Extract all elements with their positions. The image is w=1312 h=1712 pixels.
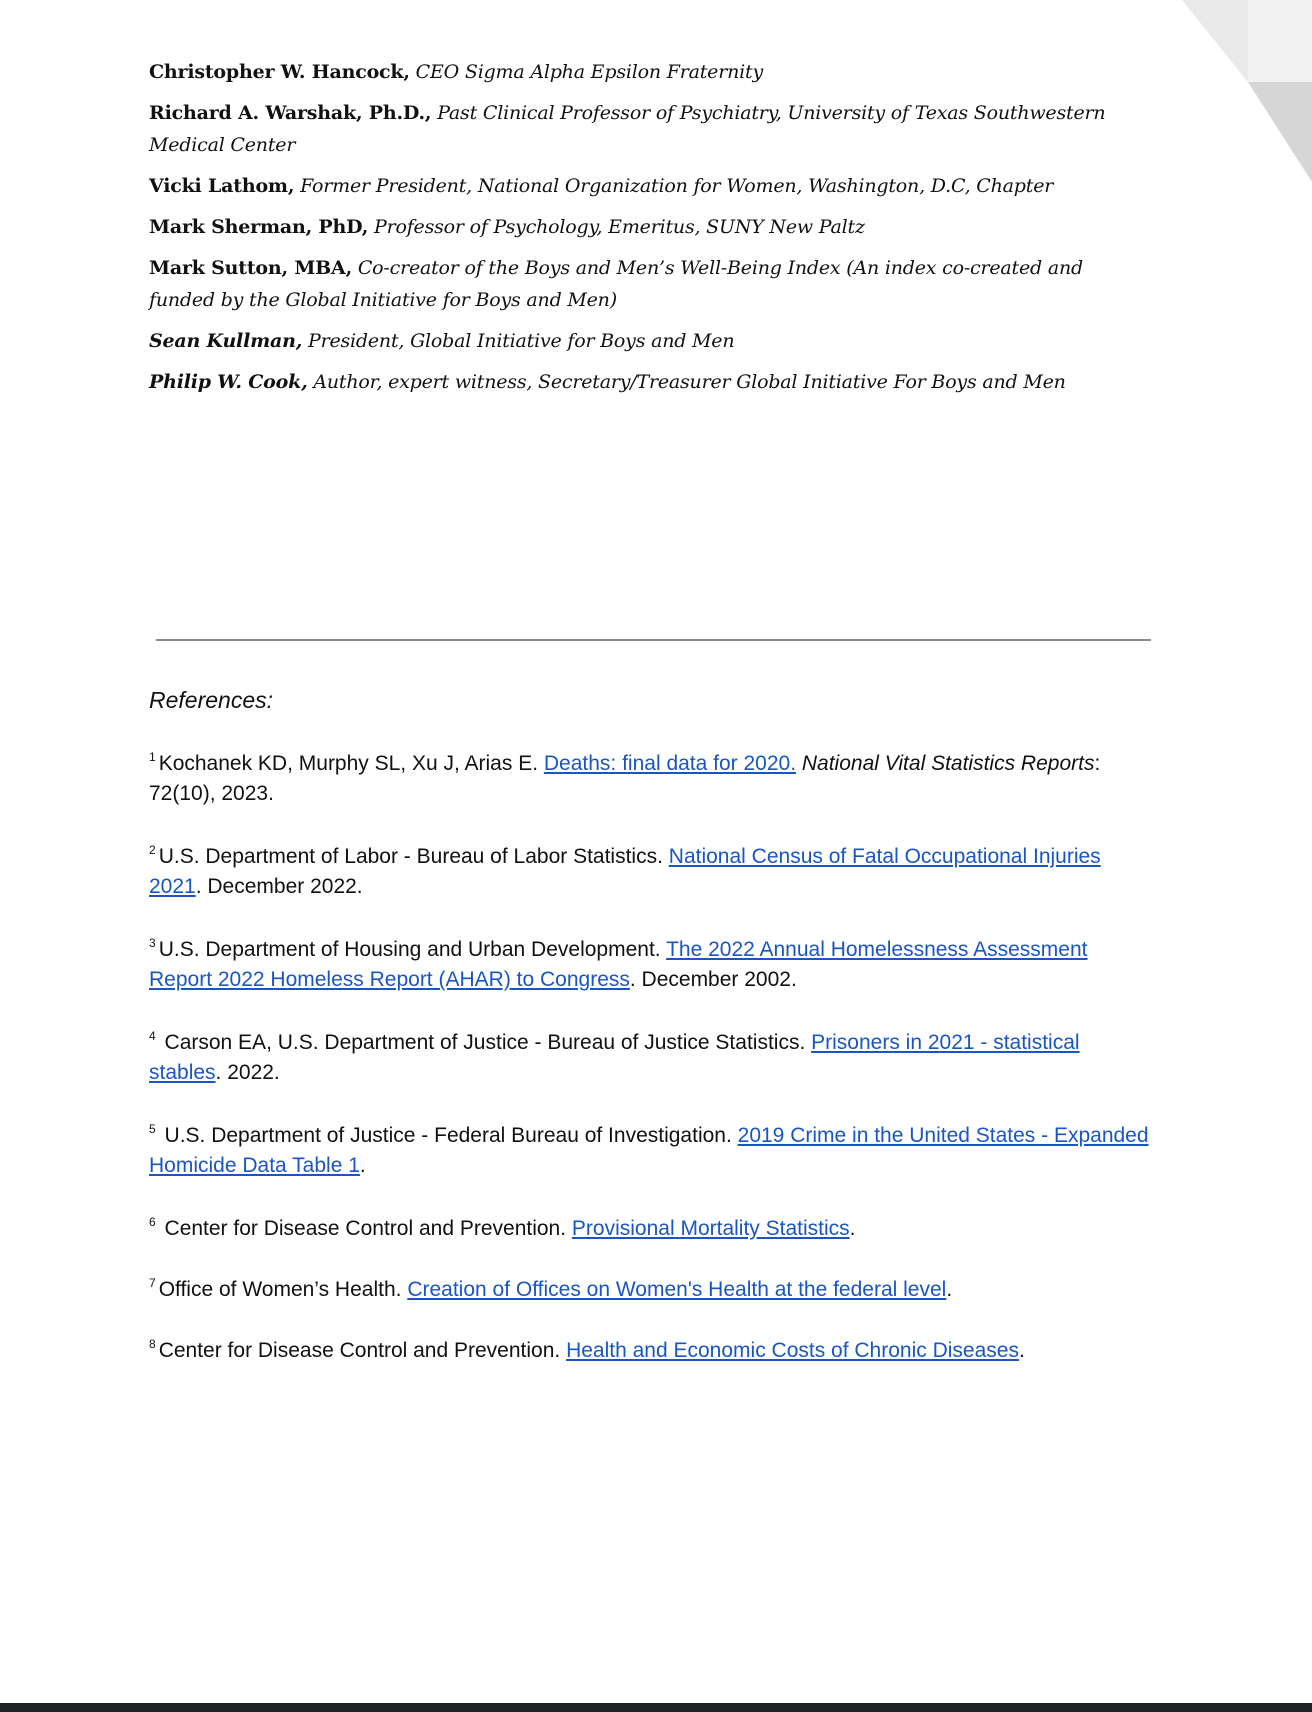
signer-entry [149, 252, 1129, 316]
signer-name: Christopher W. Hancock, [149, 61, 410, 83]
bottom-bar [0, 1703, 1312, 1712]
signer-entry [149, 170, 1129, 202]
reference-source: Office of Women’s Health. [158, 1278, 408, 1301]
reference-link[interactable]: Creation of Offices on Women's Health at the federal level [407, 1278, 947, 1301]
signatories-list [149, 56, 1129, 407]
page-curl-icon [1122, 0, 1312, 185]
signer-name: Mark Sherman, PhD, [149, 216, 369, 238]
reference-number: 7 [149, 1276, 156, 1290]
reference-suffix: . [1018, 1339, 1025, 1362]
reference-link[interactable]: National Census of Fatal Occupational Injuries 2021 [149, 845, 1101, 898]
horizontal-divider [156, 639, 1151, 641]
reference-item [149, 1275, 1149, 1305]
reference-suffix: . 2022. [215, 1061, 280, 1084]
reference-link[interactable]: Prisoners in 2021 - statistical stables [149, 1031, 1080, 1084]
reference-suffix: . December 2022. [195, 875, 363, 898]
signer-role: Author, expert witness, Secretary/Treasurer Global Initiative For Boys and Men [313, 371, 1066, 393]
signer-role: CEO Sigma Alpha Epsilon Fraternity [415, 61, 763, 83]
signer-entry [149, 97, 1129, 161]
references-heading: References: [149, 687, 274, 713]
reference-number: 6 [149, 1215, 156, 1229]
reference-number: 2 [149, 843, 156, 857]
signer-role: Professor of Psychology, Emeritus, SUNY New Paltz [373, 216, 865, 238]
reference-source: Center for Disease Control and Prevention. [158, 1339, 567, 1362]
reference-source: Center for Disease Control and Prevention. [158, 1217, 572, 1240]
reference-item [149, 1214, 1149, 1244]
reference-journal: National Vital Statistics Reports [796, 752, 1095, 775]
reference-item [149, 749, 1149, 809]
signer-name: Philip W. Cook, [149, 371, 308, 393]
signer-role: President, Global Initiative for Boys and Men [307, 330, 735, 352]
reference-number: 3 [149, 936, 156, 950]
signer-name: Sean Kullman, [149, 330, 303, 352]
reference-number: 4 [149, 1029, 156, 1043]
references-section [149, 684, 1149, 1397]
references-list [149, 749, 1149, 1366]
signer-role: Past Clinical Professor of Psychiatry, University of Texas Southwestern Medical Center [149, 102, 1106, 156]
reference-number: 8 [149, 1337, 156, 1351]
signer-entry [149, 325, 1129, 357]
reference-item [149, 842, 1149, 902]
reference-source: Carson EA, U.S. Department of Justice - Bureau of Justice Statistics. [158, 1031, 812, 1054]
reference-source: U.S. Department of Justice - Federal Bureau of Investigation. [158, 1124, 738, 1147]
reference-suffix: . [849, 1217, 856, 1240]
signer-name: Richard A. Warshak, Ph.D., [149, 102, 432, 124]
reference-suffix: . December 2002. [629, 968, 797, 991]
signer-role: Co-creator of the Boys and Men’s Well-Being Index (An index co-created and funded by the Global Initiative for Boys and Men) [149, 257, 1083, 311]
signer-entry [149, 366, 1129, 398]
signer-role: Former President, National Organization for Women, Washington, D.C, Chapter [300, 175, 1054, 197]
signer-name: Vicki Lathom, [149, 175, 295, 197]
reference-number: 1 [149, 750, 156, 764]
reference-source: U.S. Department of Labor - Bureau of Labor Statistics. [158, 845, 669, 868]
reference-source: Kochanek KD, Murphy SL, Xu J, Arias E. [158, 752, 544, 775]
reference-source: U.S. Department of Housing and Urban Development. [158, 938, 667, 961]
reference-link[interactable]: 2019 Crime in the United States - Expanded Homicide Data Table 1 [149, 1124, 1149, 1177]
reference-suffix: . [359, 1154, 366, 1177]
reference-link[interactable]: The 2022 Annual Homelessness Assessment Report 2022 Homeless Report (AHAR) to Congress [149, 938, 1088, 991]
reference-link[interactable]: Health and Economic Costs of Chronic Diseases [566, 1339, 1019, 1362]
reference-suffix: : 72(10), 2023. [149, 752, 1101, 805]
reference-suffix: . [946, 1278, 953, 1301]
reference-link[interactable]: Deaths: final data for 2020. [543, 752, 797, 775]
reference-item [149, 1121, 1149, 1181]
reference-link[interactable]: Provisional Mortality Statistics [571, 1217, 850, 1240]
reference-item [149, 935, 1149, 995]
signer-entry [149, 211, 1129, 243]
signer-name: Mark Sutton, MBA, [149, 257, 352, 279]
signer-entry [149, 56, 1129, 88]
reference-item [149, 1336, 1149, 1366]
reference-number: 5 [149, 1122, 156, 1136]
reference-item [149, 1028, 1149, 1088]
